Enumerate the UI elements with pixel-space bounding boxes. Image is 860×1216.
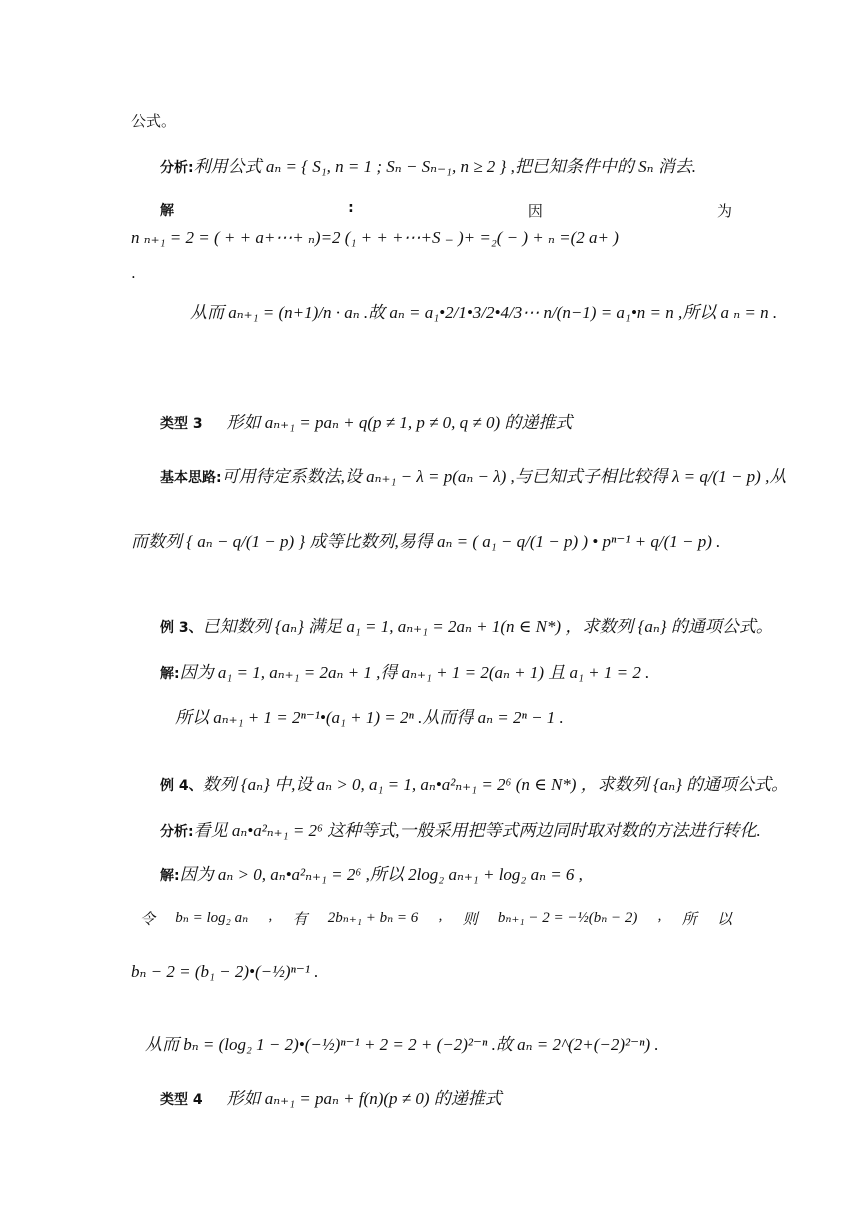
word: 所 [681, 912, 697, 928]
solution-line [160, 658, 649, 683]
formula: 因为 aₙ > 0, aₙ•a²ₙ₊₁ = 2⁶ ,所以 2log₂ aₙ₊₁ + log₂ aₙ = 6 , [179, 865, 583, 884]
word: 有 [292, 912, 308, 928]
word: 因 [527, 202, 543, 220]
formula: bₙ = log₂ aₙ [175, 910, 249, 926]
label: 解: [160, 868, 180, 884]
formula: 可用待定系数法,设 aₙ₊₁ − λ = p(aₙ − λ) ,与已知式子相比较得 λ = q/(1 − p) ,从 [221, 467, 787, 486]
example-line [160, 770, 788, 795]
formula: 形如 aₙ₊₁ = paₙ + f(n)(p ≠ 0) 的递推式 [226, 1089, 502, 1108]
formula-line: 从而 bₙ = (log₂ 1 − 2)•(−½)ⁿ⁻¹ + 2 = 2 + (−2)²⁻ⁿ .故 aₙ = 2^(2+(−2)²⁻ⁿ) . [145, 1035, 659, 1054]
example-line [160, 612, 773, 637]
label: 分析: [160, 824, 194, 840]
label: 分析: [160, 160, 194, 176]
type-heading [160, 1084, 502, 1109]
justified-line [140, 908, 732, 929]
idea-line [160, 462, 786, 487]
formula: 因为 a₁ = 1, aₙ₊₁ = 2aₙ + 1 ,得 aₙ₊₁ + 1 = 2(aₙ + 1) 且 a₁ + 1 = 2 . [179, 663, 650, 682]
word: 以 [716, 912, 732, 928]
label: 基本思路: [160, 470, 222, 486]
formula: 利用公式 aₙ = { S₁, n = 1 ; Sₙ − Sₙ₋₁, n ≥ 2 } ,把已知条件中的 Sₙ 消去. [193, 157, 696, 176]
colon: : [348, 200, 354, 216]
formula-line: 所以 aₙ₊₁ + 1 = 2ⁿ⁻¹•(a₁ + 1) = 2ⁿ .从而得 aₙ = 2ⁿ − 1 . [175, 708, 564, 727]
formula-line: 而数列 { aₙ − q/(1 − p) } 成等比数列,易得 aₙ = ( a₁ − q/(1 − p) ) • pⁿ⁻¹ + q/(1 − p) . [131, 532, 721, 551]
word: , [268, 908, 273, 924]
word: , [438, 908, 443, 924]
analysis-line [160, 152, 696, 177]
formula: 形如 aₙ₊₁ = paₙ + q(p ≠ 1, p ≠ 0, q ≠ 0) 的递推式 [226, 413, 573, 432]
formula: bₙ₊₁ − 2 = −½(bₙ − 2) [497, 910, 638, 926]
formula: 2bₙ₊₁ + bₙ = 6 [327, 910, 419, 926]
formula-line: 从而 aₙ₊₁ = (n+1)/n · aₙ .故 aₙ = a₁•2/1•3/2•4/3⋯ n/(n−1) = a₁•n = n ,所以 a ₙ = n . [190, 303, 778, 322]
word: 为 [716, 202, 732, 220]
type-heading [160, 408, 572, 433]
formula: 看见 aₙ•a²ₙ₊₁ = 2⁶ 这种等式,一般采用把等式两边同时取对数的方法进行转化. [193, 821, 761, 840]
formula: 数列 {aₙ} 中,设 aₙ > 0, a₁ = 1, aₙ•a²ₙ₊₁ = 2⁶ (n ∈ N*) ，求数列 {aₙ} 的通项公式。 [202, 775, 789, 794]
word: , [657, 908, 662, 924]
label: 解 [160, 203, 174, 219]
label: 例 4、 [160, 778, 203, 794]
justified-line [160, 200, 732, 221]
label: 类型 3 [160, 416, 203, 432]
label: 解: [160, 666, 180, 682]
word: 则 [462, 912, 478, 928]
solution-line [160, 860, 583, 885]
label: 例 3、 [160, 620, 203, 636]
analysis-line [160, 816, 761, 841]
text-line: 公式。 [131, 112, 177, 130]
text-line: . [131, 264, 136, 282]
formula: 已知数列 {aₙ} 满足 a₁ = 1, aₙ₊₁ = 2aₙ + 1(n ∈ N*) ，求数列 {aₙ} 的通项公式。 [202, 617, 773, 636]
label: 类型 4 [160, 1092, 203, 1108]
word: 令 [140, 912, 156, 928]
formula-line: n ₙ₊₁ = 2 = ( + + a+⋯+ ₙ)=2 (₁ + + +⋯+S ₋ )+ =₂( − ) + ₙ =(2 a+ ) [131, 228, 619, 247]
formula-line: bₙ − 2 = (b₁ − 2)•(−½)ⁿ⁻¹ . [131, 962, 319, 981]
